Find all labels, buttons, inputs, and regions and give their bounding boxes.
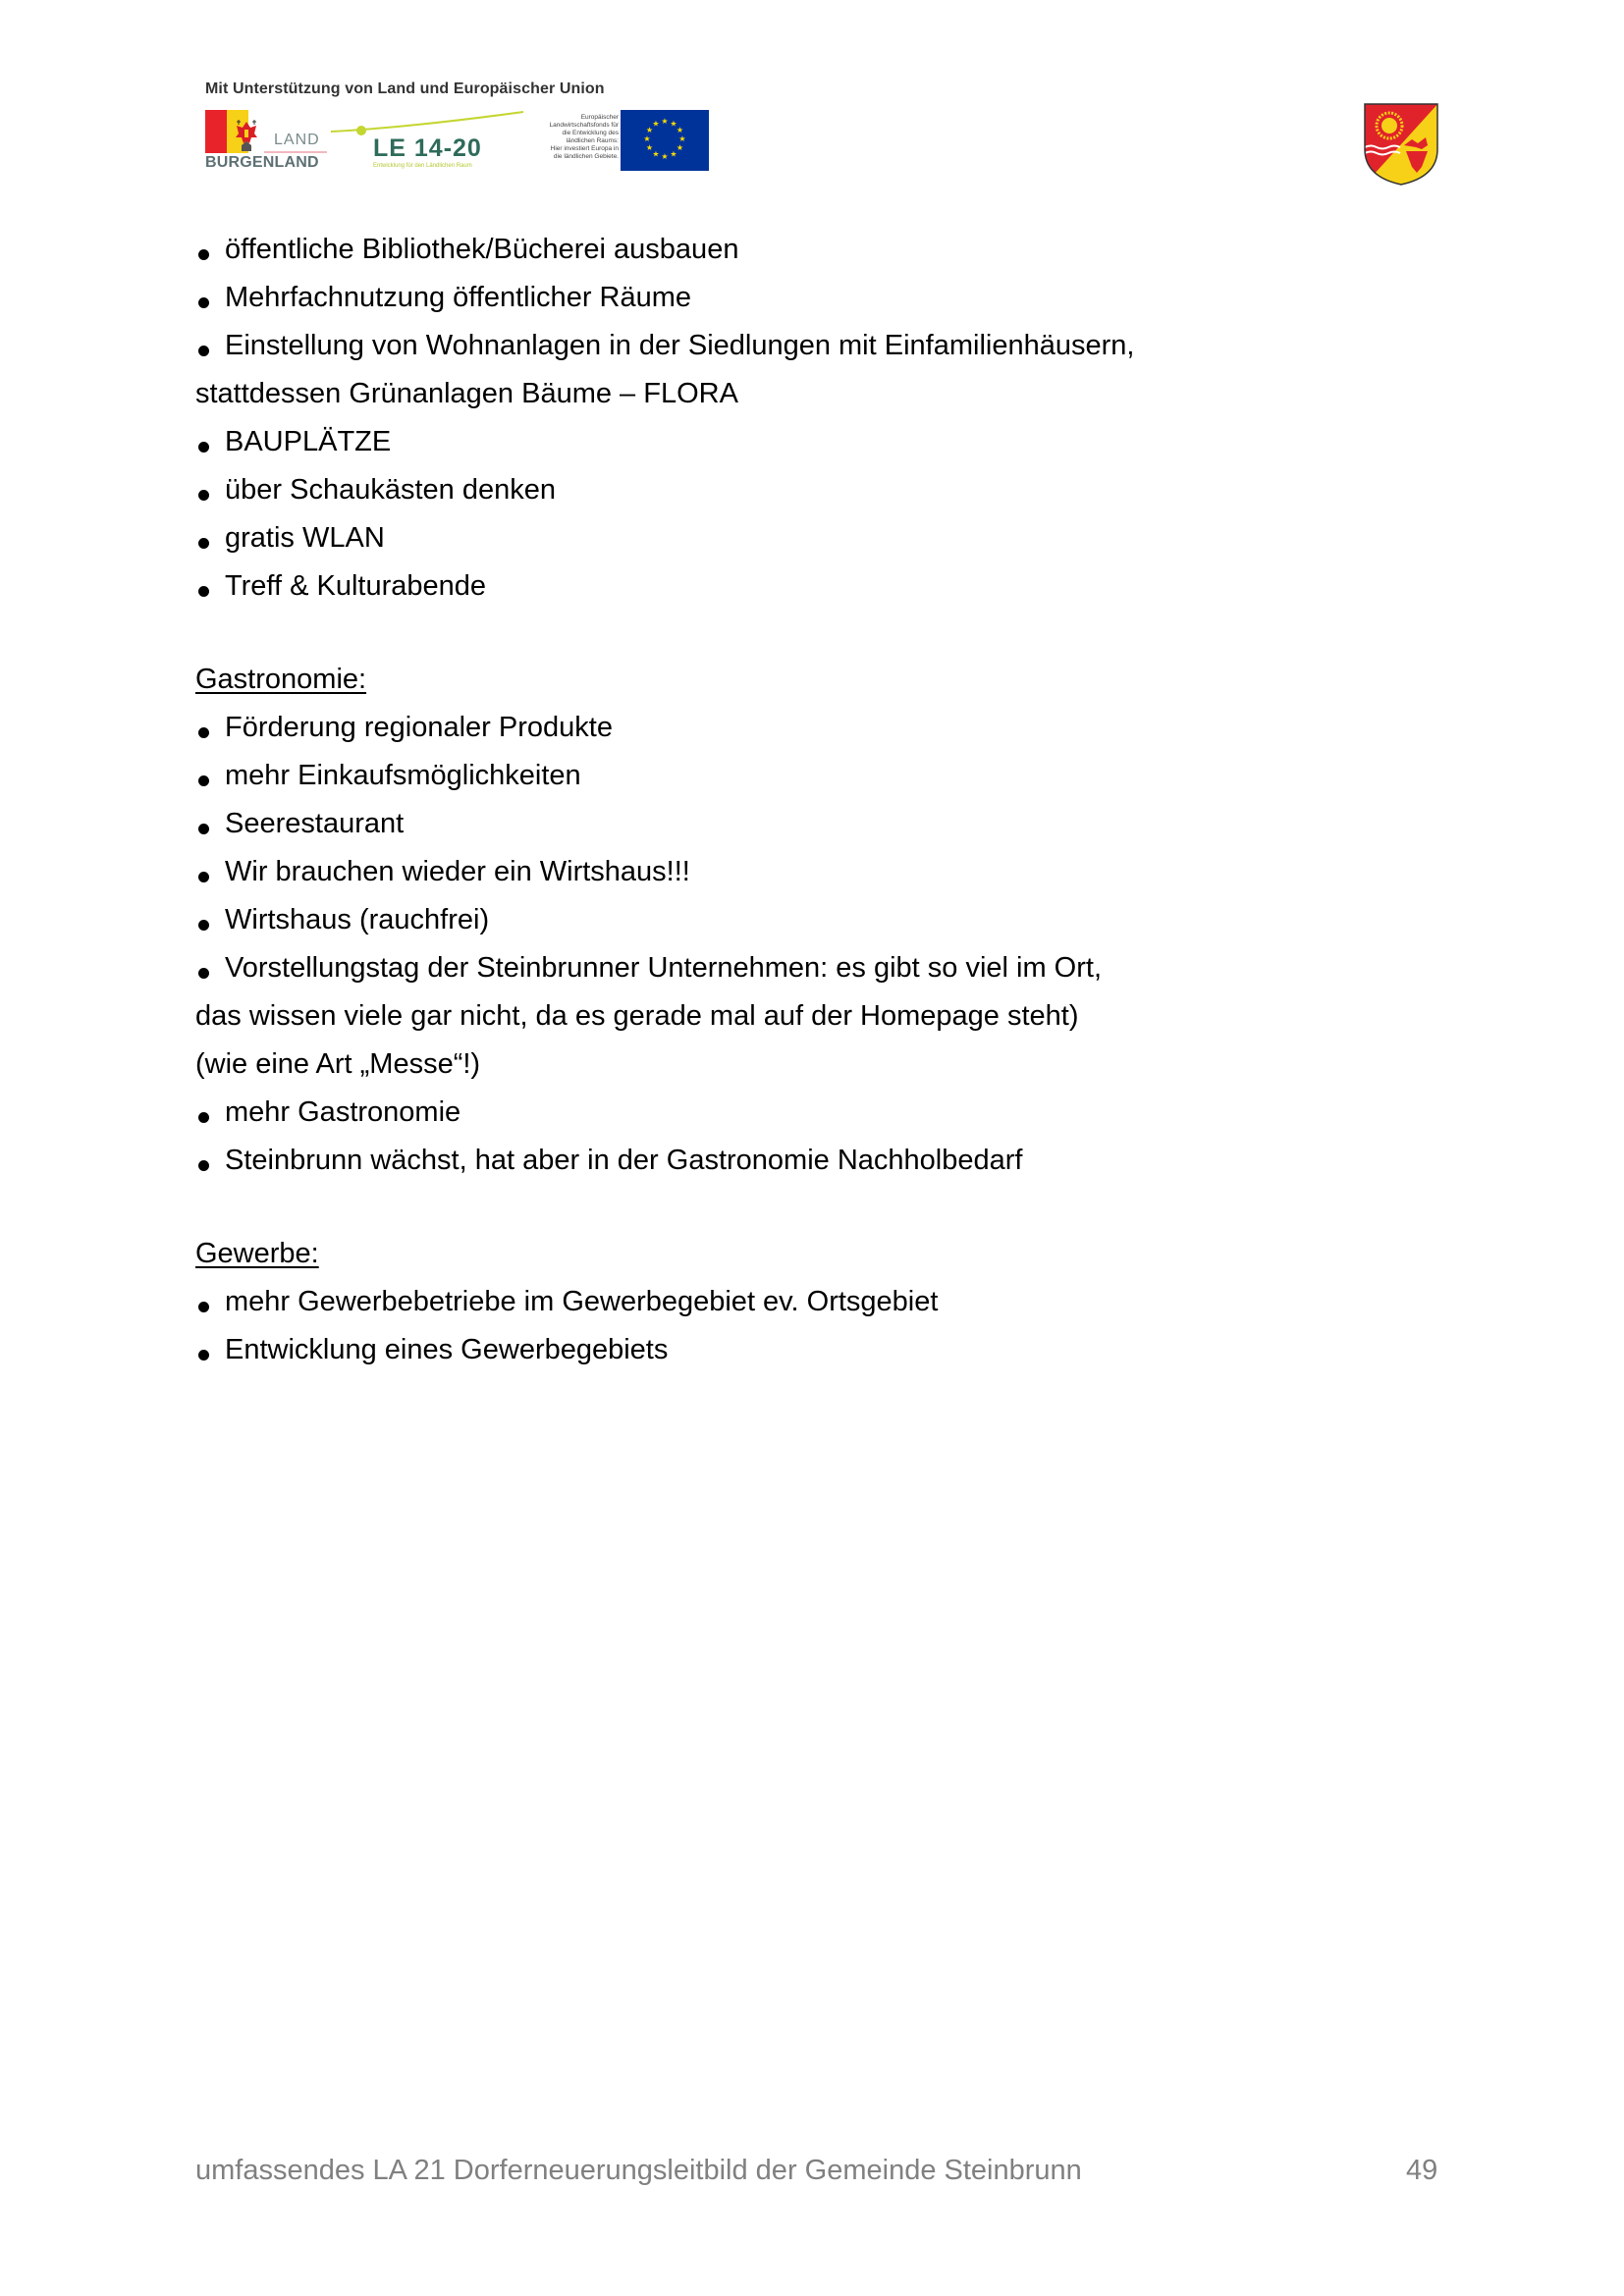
list-item: Steinbrunn wächst, hat aber in der Gastronomie Nachholbedarf — [225, 1145, 1023, 1176]
svg-text:★: ★ — [676, 126, 684, 134]
list-item-continuation: das wissen viele gar nicht, da es gerade mal auf der Homepage steht) — [195, 1000, 1079, 1032]
list-item: Wir brauchen wieder ein Wirtshaus!!! — [225, 856, 690, 887]
document-body — [195, 226, 1442, 1374]
eagle-icon — [233, 118, 260, 153]
eu-text-line: ländlichen Raums: — [566, 137, 619, 144]
list-item: über Schaukästen denken — [225, 474, 556, 506]
list-item: mehr Gewerbebetriebe im Gewerbegebiet ev. Ortsgebiet — [225, 1286, 939, 1317]
eu-flag-icon — [621, 110, 709, 171]
le-14-20-logo — [329, 108, 525, 177]
svg-text:★: ★ — [643, 134, 651, 143]
svg-text:★: ★ — [678, 134, 686, 143]
le-title: LE 14-20 — [373, 134, 482, 162]
eu-text-line: Hier investiert Europa in — [550, 145, 619, 152]
list-item: Mehrfachnutzung öffentlicher Räume — [225, 282, 692, 313]
list-item-continuation: (wie eine Art „Messe“!) — [195, 1048, 481, 1080]
logo-burgenland-text: BURGENLAND — [205, 154, 319, 171]
list-item-continuation: stattdessen Grünanlagen Bäume – FLORA — [195, 378, 738, 409]
list-item: Treff & Kulturabende — [225, 570, 486, 602]
list-item: gratis WLAN — [225, 522, 385, 554]
eu-text-line: Europäischer — [580, 114, 619, 121]
logo-land-text: LAND — [274, 132, 320, 148]
list-item: Wirtshaus (rauchfrei) — [225, 904, 490, 935]
list-item: Entwicklung eines Gewerbegebiets — [225, 1334, 669, 1365]
eu-text-line: die ländlichen Gebiete. — [553, 153, 619, 160]
svg-text:★: ★ — [661, 152, 669, 161]
support-text: Mit Unterstützung von Land und Europäischer Union — [205, 80, 605, 97]
svg-text:★: ★ — [661, 117, 669, 126]
svg-text:★: ★ — [645, 143, 654, 152]
svg-text:★: ★ — [652, 119, 660, 129]
list-item: mehr Gastronomie — [225, 1096, 461, 1128]
logo-divider — [264, 151, 327, 153]
svg-text:★: ★ — [670, 149, 677, 159]
section-heading-gastronomie: Gastronomie: — [195, 664, 367, 695]
eu-fund-text — [530, 114, 619, 161]
list-item: öffentliche Bibliothek/Bücherei ausbauen — [225, 234, 739, 265]
land-burgenland-logo — [205, 110, 323, 171]
list-item: Vorstellungstag der Steinbrunner Unternehmen: es gibt so viel im Ort, — [225, 952, 1103, 984]
intro-list — [195, 226, 1442, 611]
list-item: BAUPLÄTZE — [225, 426, 392, 457]
svg-text:★: ★ — [670, 119, 677, 129]
svg-text:★: ★ — [645, 126, 654, 134]
list-item: Seerestaurant — [225, 808, 405, 839]
list-item: Förderung regionaler Produkte — [225, 712, 613, 743]
footer-title: umfassendes LA 21 Dorferneuerungsleitbild der Gemeinde Steinbrunn — [195, 2155, 1082, 2186]
eu-text-line: Landwirtschaftsfonds für — [549, 122, 619, 129]
coat-of-arms-icon — [1363, 102, 1439, 187]
gastronomie-section — [195, 656, 1442, 1185]
eu-stars-icon — [621, 110, 709, 171]
page-number: 49 — [1406, 2155, 1438, 2186]
le-swoosh-icon — [329, 108, 525, 137]
eu-text-line: die Entwicklung des — [562, 130, 619, 136]
svg-text:★: ★ — [652, 149, 660, 159]
list-item: mehr Einkaufsmöglichkeiten — [225, 760, 581, 791]
section-heading-gewerbe: Gewerbe: — [195, 1238, 319, 1269]
le-subtitle: Entwicklung für den Ländlichen Raum — [373, 163, 472, 169]
list-item: Einstellung von Wohnanlagen in der Siedlungen mit Einfamilienhäusern, — [225, 330, 1135, 361]
gewerbe-section — [195, 1230, 1442, 1374]
svg-text:★: ★ — [676, 143, 684, 152]
flag-red-stripe — [205, 110, 227, 153]
